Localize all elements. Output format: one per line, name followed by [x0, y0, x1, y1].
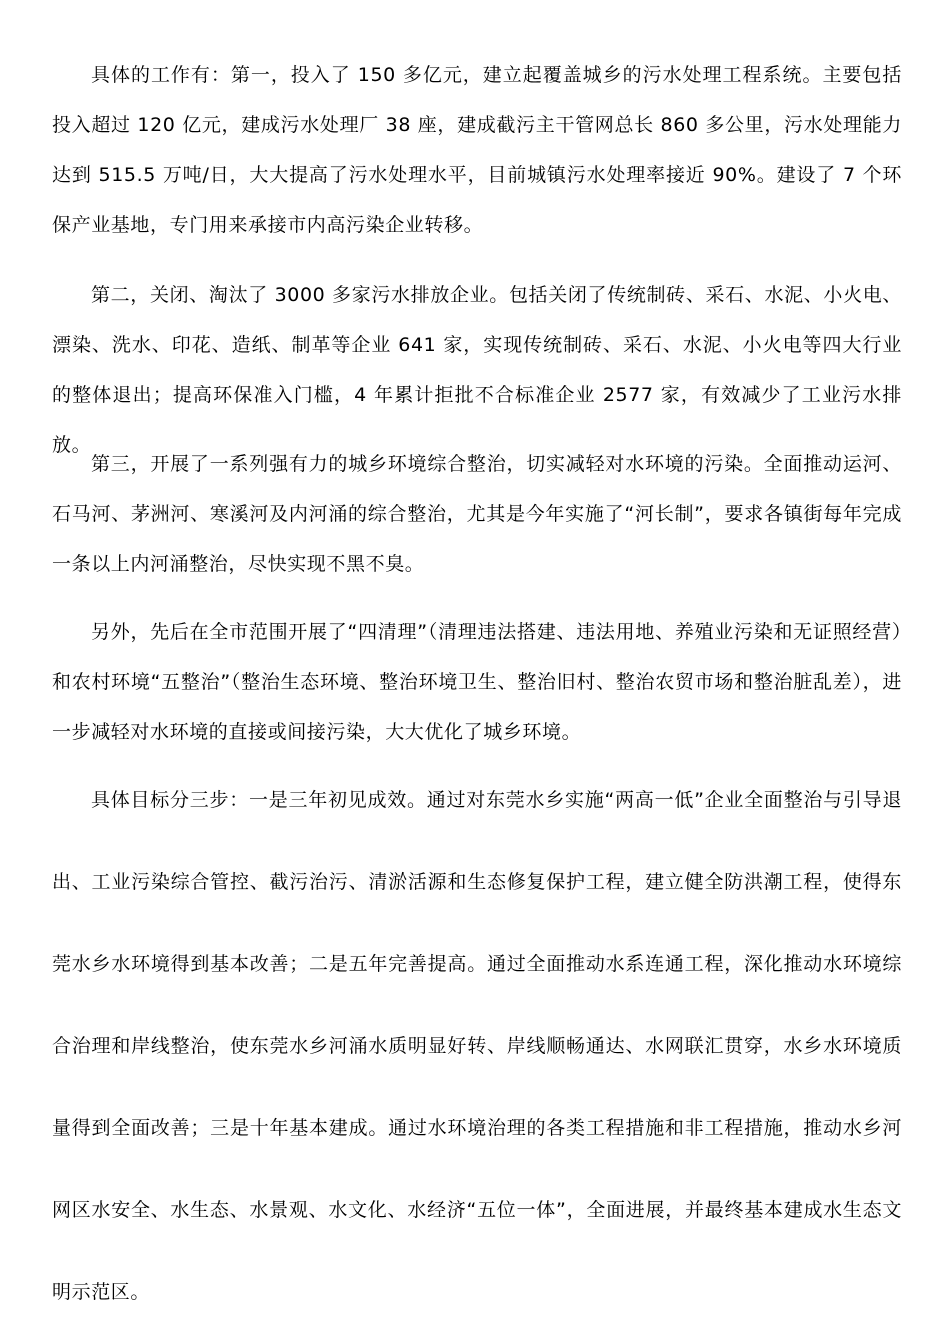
paragraph-specific-goals: 具体目标分三步：一是三年初见成效。通过对东莞水乡实施“两高一低”企业全面整治与引导退出、工业污染综合管控、截污治污、清淤活源和生态修复保护工程，建立健全防洪潮工程，使得东莞水乡水环境得到基本改善；二是五年完善提高。通过全面推动水系连通工程，深化推动水环境综合治理和岸线整治，使东莞水乡河涌水质明显好转、岸线顺畅通达、水网联汇贯穿，水乡水环境质量得到全面改善；三是十年基本建成。通过水环境治理的各类工程措施和非工程措施，推动水乡河网区水安全、水生态、水景观、水文化、水经济“五位一体”，全面进展，并最终基本建成水生态文明示范区。: [52, 789, 902, 1303]
paragraph-work-third: 第三，开展了一系列强有力的城乡环境综合整治，切实减轻对水环境的污染。全面推动运河、石马河、茅洲河、寒溪河及内河涌的综合整治，尤其是今年实施了“河长制”，要求各镇街每年完成一条以上内河涌整治，尽快实现不黑不臭。: [52, 453, 902, 575]
paragraph-additionally: 另外，先后在全市范围开展了“四清理”（清理违法搭建、违法用地、养殖业污染和无证照经营）和农村环境“五整治”（整治生态环境、整治环境卫生、整治旧村、整治农贸市场和整治脏乱差），进一步减轻对水环境的直接或间接污染，大大优化了城乡环境。: [52, 621, 902, 743]
paragraph-work-second: 第二，关闭、淘汰了 3000 多家污水排放企业。包括关闭了传统制砖、采石、水泥、小火电、漂染、洗水、印花、造纸、制革等企业 641 家，实现传统制砖、采石、水泥、小火电等四大行业的整体退出；提高环保准入门槛，4 年累计拒批不合标准企业 2577 家，有效减少了工业污水排放。: [52, 284, 902, 456]
paragraph-work-first: 具体的工作有：第一，投入了 150 多亿元，建立起覆盖城乡的污水处理工程系统。主要包括投入超过 120 亿元，建成污水处理厂 38 座，建成截污主干管网总长 860 多公里，污水处理能力达到 515.5 万吨/日，大大提高了污水处理水平，目前城镇污水处理率接近 90%。建设了 7 个环保产业基地，专门用来承接市内高污染企业转移。: [52, 64, 902, 236]
